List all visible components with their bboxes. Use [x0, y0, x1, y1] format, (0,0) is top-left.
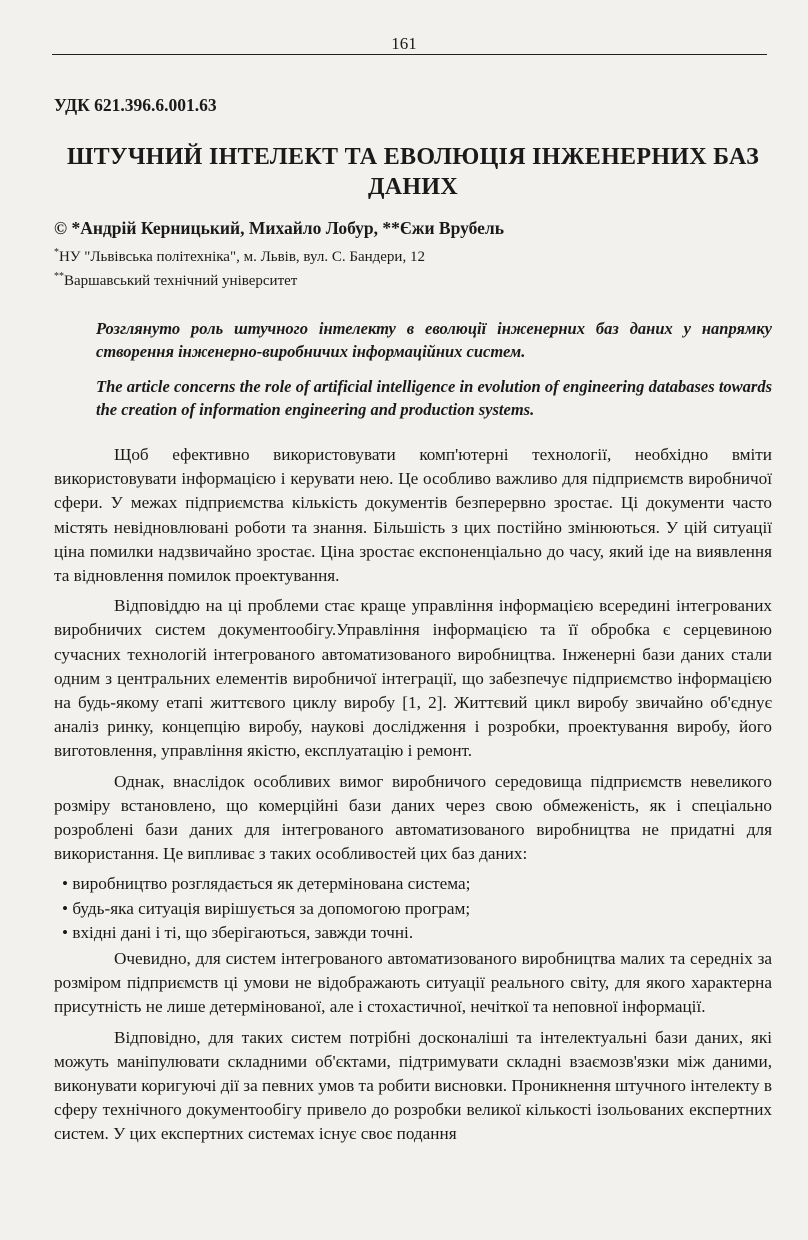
- authors-line: © *Андрій Керницький, Михайло Лобур, **Єжи Врубель: [54, 218, 504, 238]
- affiliation-1-text: НУ "Львівська політехніка", м. Львів, вул. С. Бандери, 12: [59, 249, 425, 265]
- udk-code: УДК 621.396.6.001.63: [54, 95, 217, 115]
- abstract-ukrainian: Розглянуто роль штучного інтелекту в еволюції інженерних баз даних у напрямку створення інженерно-виробничих інформаційних систем.: [96, 319, 772, 361]
- article-body: [54, 443, 772, 1147]
- body-paragraph: Відповіддю на ці проблеми стає краще управління інформацією всередині інтегрованих виробничих систем документообігу.Управління інформацією та її обробка є серцевиною сучасних технологій інтегрованого автоматизованого виробництва. Інженерні бази даних стали одним з центральних елементів виробничої інтеграції, що забезпечує підприємство інформацією на будь-якому етапі життєвого циклу виробу [1, 2]. Життєвий цикл виробу звичайно об'єднує аналіз ринку, концепцію виробу, наукові дослідження і розробки, проектування виробу, його виготовлення, управління якістю, експлуатацію і ремонт.: [54, 596, 772, 761]
- body-paragraph: Очевидно, для систем інтегрованого автоматизованого виробництва малих та середніх за розміром підприємств ці умови не відображають ситуації реального світу, для якого характерна присутність не лише детермінованої, але і стохастичної, нечіткої та неповної інформації.: [54, 949, 772, 1017]
- article: [54, 95, 772, 1153]
- header-rule: [52, 54, 767, 55]
- features-list-item: • будь-яка ситуація вирішується за допомогою програм;: [62, 897, 772, 921]
- features-list: [54, 872, 772, 945]
- affiliation-1-mark: *: [54, 247, 59, 258]
- features-list-item: • вхідні дані і ті, що зберігаються, завжди точні.: [62, 921, 772, 945]
- affiliation-2-text: Варшавський технічний університет: [64, 273, 298, 289]
- page-number: 161: [391, 34, 417, 53]
- article-title: ШТУЧНИЙ ІНТЕЛЕКТ ТА ЕВОЛЮЦІЯ ІНЖЕНЕРНИХ БАЗ ДАНИХ: [66, 144, 760, 200]
- body-paragraph: Щоб ефективно використовувати комп'ютерні технології, необхідно вміти використовувати інформацією і керувати нею. Це особливо важливо для підприємств виробничої сфери. У межах підприємства кількість документів безперервно зростає. Ці документи часто містять невідновлювані роботи та знання. Більшість з цих постійно змінюються. У цій ситуації ціна помилки надзвичайно зростає. Ціна зростає експоненціально до часу, який іде на виявлення та відновлення помилок проектування.: [54, 445, 772, 586]
- body-paragraph: Однак, внаслідок особливих вимог виробничого середовища підприємств невеликого розміру встановлено, що комерційні бази даних через свою обмеженість, як і спеціально розроблені бази даних для інтегрованого автоматизованого виробництва не придатні для використання. Це випливає з таких особливостей цих баз даних:: [54, 771, 772, 864]
- affiliation-2: [54, 267, 772, 291]
- features-list-item: • виробництво розглядається як детермінована система;: [62, 872, 772, 896]
- body-paragraph: Відповідно, для таких систем потрібні досконаліші та інтелектуальні бази даних, які можуть маніпулювати складними об'єктами, підтримувати складні взаємозв'язки між даними, виконувати коригуючі дії за певних умов та робити висновки. Проникнення штучного інтелекту в сферу технічного документообігу привело до розробки великої кількості ізольованих експертних систем. У цих експертних системах існує своє подання: [54, 1027, 772, 1144]
- abstract-english: The article concerns the role of artificial intelligence in evolution of engineering databases towards the creation of information engineering and production systems.: [96, 377, 772, 419]
- affiliation-2-mark: **: [54, 271, 64, 282]
- affiliation-1: [54, 243, 772, 267]
